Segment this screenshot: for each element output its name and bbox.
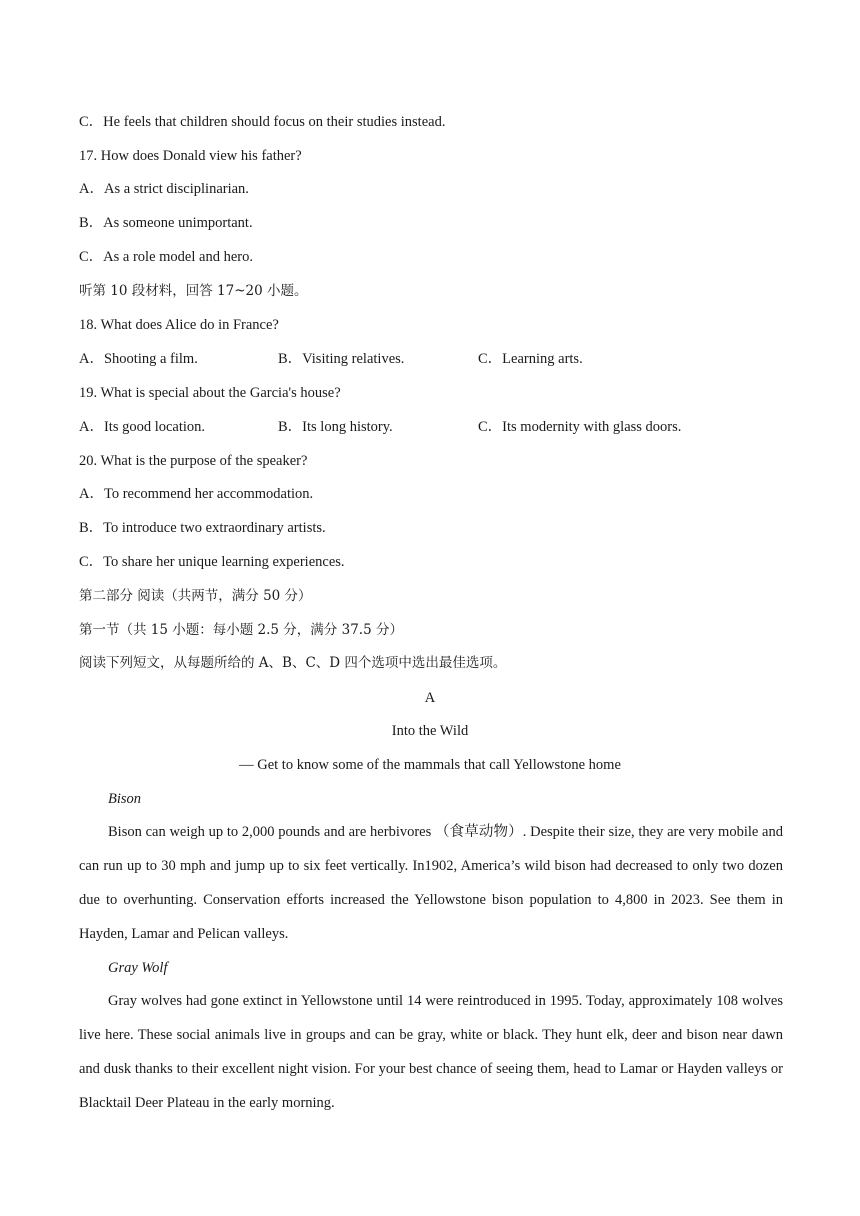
part-2-heading: 第二部分 阅读（共两节，满分 50 分） xyxy=(79,588,312,604)
paragraph-bison: Bison can weigh up to 2,000 pounds and are herbivores （食草动物）. Despite their size, they are very mobile and can run up to 30 mph and jump up to six feet vertically. In1902, America’s wild bison had decreased to only two dozen due to overhunting. Conservation efforts increased the Yellowstone bison population to 4,800 in 2023. See them in Hayden, Lamar and Pelican valleys. xyxy=(79,824,783,942)
question-19: 19. What is special about the Garcia's house? xyxy=(79,385,341,401)
section-heading-gray-wolf: Gray Wolf xyxy=(108,960,168,976)
question-19-option-b: B．Its long history. xyxy=(278,419,393,435)
question-20: 20. What is the purpose of the speaker? xyxy=(79,453,308,469)
question-17: 17. How does Donald view his father? xyxy=(79,148,302,164)
paragraph-gray-wolf: Gray wolves had gone extinct in Yellowstone until 14 were reintroduced in 1995. Today, approximately 108 wolves live here. These social animals live in groups and can be gray, white or black. They hunt elk, deer and bison near dawn and dusk thanks to their excellent night vision. For your best chance of seeing them, head to Lamar or Hayden valleys or Blacktail Deer Plateau in the early morning. xyxy=(79,993,783,1111)
question-20-option-b: B．To introduce two extraordinary artists. xyxy=(79,520,326,536)
question-20-option-c: C．To share her unique learning experiences. xyxy=(79,554,345,570)
question-17-option-c: C．As a role model and hero. xyxy=(79,249,253,265)
question-17-option-b: B．As someone unimportant. xyxy=(79,215,253,231)
question-18-option-b: B．Visiting relatives. xyxy=(278,351,405,367)
section-heading-bison: Bison xyxy=(108,791,142,807)
passage-subtitle: — Get to know some of the mammals that call Yellowstone home xyxy=(239,757,621,773)
passage-letter: A xyxy=(424,690,436,706)
question-17-option-a: A．As a strict disciplinarian. xyxy=(79,181,249,197)
section-1-heading: 第一节（共 15 小题：每小题 2.5 分，满分 37.5 分） xyxy=(79,622,403,638)
section-10-instruction: 听第 10 段材料，回答 17~20 小题。 xyxy=(79,283,308,299)
reading-instruction: 阅读下列短文，从每题所给的 A、B、C、D 四个选项中选出最佳选项。 xyxy=(79,655,507,671)
question-16-option-c: C．He feels that children should focus on their studies instead. xyxy=(79,114,446,130)
question-18-option-a: A．Shooting a film. xyxy=(79,351,198,367)
question-18: 18. What does Alice do in France? xyxy=(79,317,279,333)
passage-title: Into the Wild xyxy=(391,723,469,739)
question-19-option-c: C．Its modernity with glass doors. xyxy=(478,419,682,435)
question-20-option-a: A．To recommend her accommodation. xyxy=(79,486,314,502)
question-19-option-a: A．Its good location. xyxy=(79,419,206,435)
question-18-option-c: C．Learning arts. xyxy=(478,351,583,367)
